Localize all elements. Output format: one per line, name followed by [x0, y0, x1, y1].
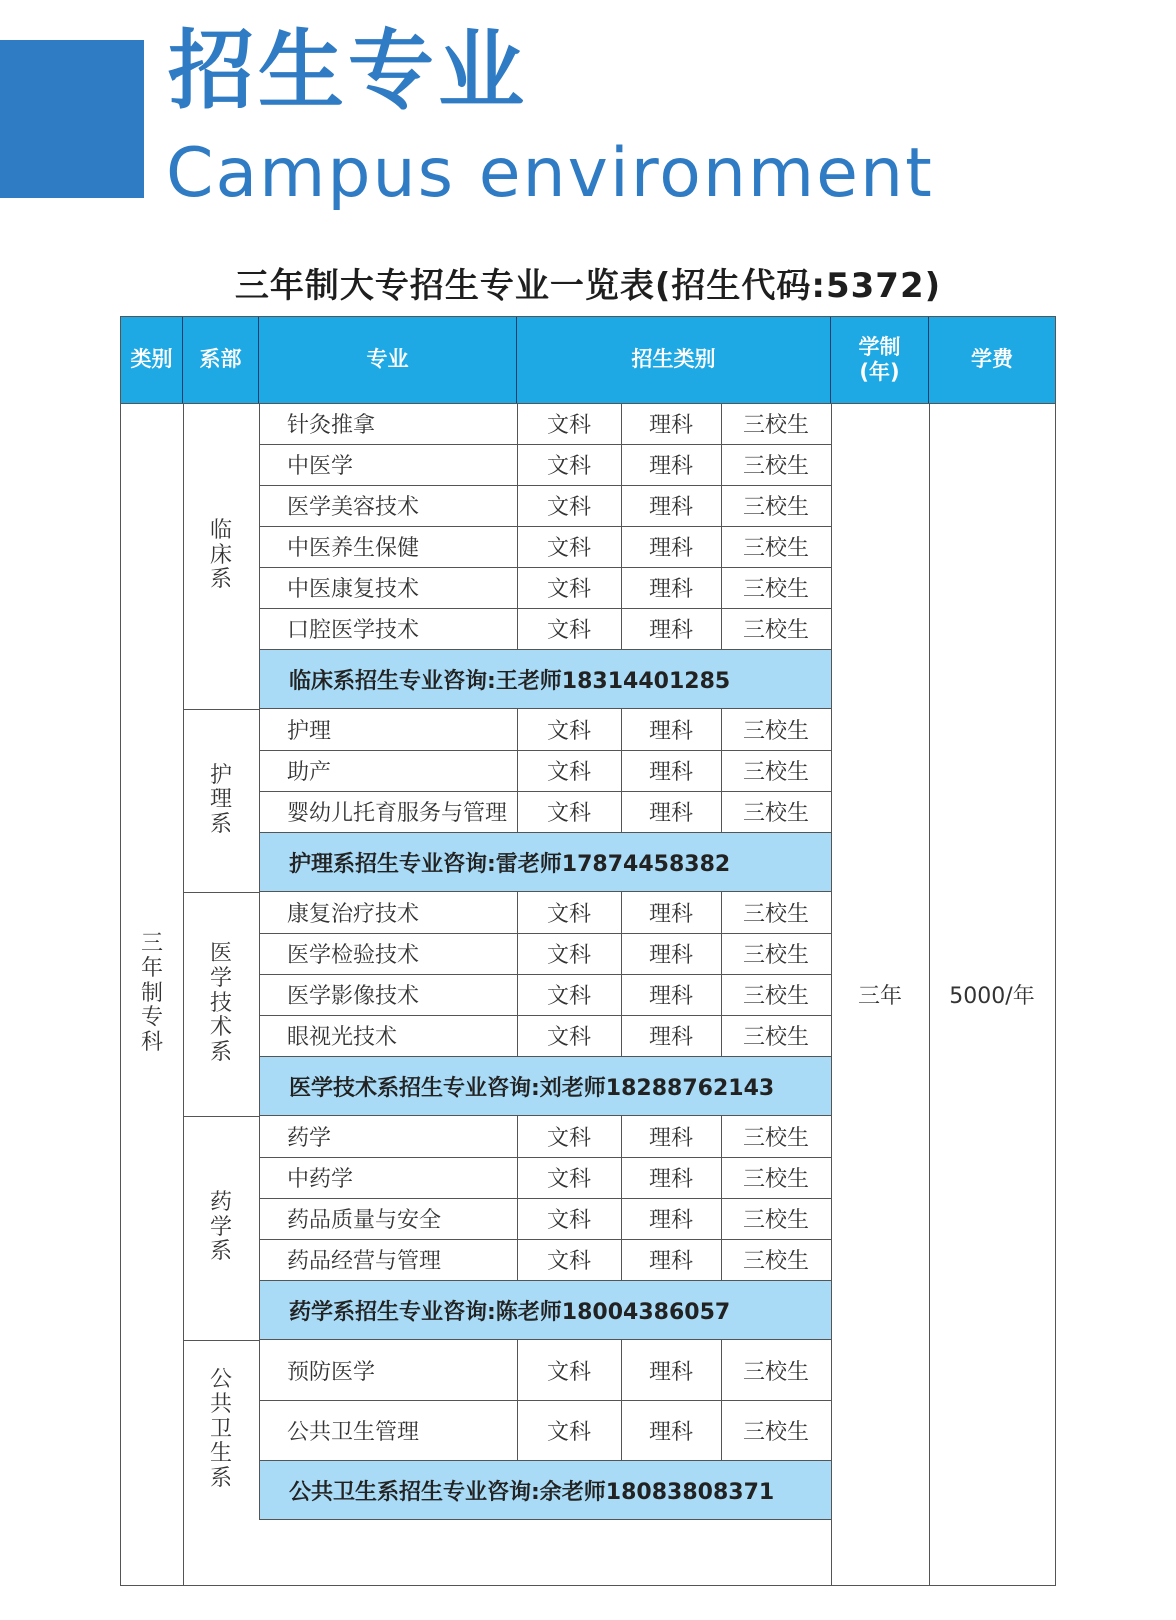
col-divider	[721, 1400, 722, 1460]
enroll-type-cell: 理科	[648, 760, 693, 785]
col-divider	[621, 608, 622, 649]
enroll-type-cell: 文科	[546, 1359, 591, 1385]
col-divider	[517, 791, 518, 832]
col-divider	[517, 608, 518, 649]
col-divider	[517, 974, 518, 1015]
enroll-type-cell: 三校生	[742, 984, 809, 1009]
enroll-type-cell: 三校生	[742, 943, 809, 968]
enroll-type-cell: 文科	[546, 413, 591, 438]
enroll-type-cell: 文科	[546, 618, 591, 643]
col-divider	[183, 403, 184, 1585]
col-divider	[721, 608, 722, 649]
col-divider	[621, 791, 622, 832]
col-divider	[621, 1157, 622, 1198]
department-consult-banner: 药学系招生专业咨询:陈老师18004386057	[259, 1280, 831, 1340]
major-name: 公共卫生管理	[287, 1419, 420, 1445]
major-name: 护理	[287, 719, 332, 744]
col-divider	[721, 709, 722, 750]
enroll-type-cell: 理科	[648, 984, 693, 1009]
col-divider	[517, 1116, 518, 1157]
enroll-type-cell: 理科	[648, 536, 693, 561]
enroll-type-cell: 三校生	[742, 760, 809, 785]
col-divider	[517, 1340, 518, 1400]
col-divider	[721, 1015, 722, 1056]
enroll-type-cell: 三校生	[742, 1359, 809, 1385]
enroll-type-cell: 理科	[648, 1249, 693, 1274]
enroll-type-cell: 文科	[546, 1025, 591, 1050]
department-consult-banner: 医学技术系招生专业咨询:刘老师18288762143	[259, 1056, 831, 1116]
enroll-type-cell: 三校生	[742, 1249, 809, 1274]
department-name: 医 学 技 术 系	[209, 941, 232, 1065]
major-name: 医学美容技术	[287, 495, 420, 520]
enroll-type-cell: 理科	[648, 1025, 693, 1050]
col-divider	[721, 1157, 722, 1198]
col-divider	[517, 1015, 518, 1056]
col-divider	[517, 1198, 518, 1239]
col-divider	[721, 485, 722, 526]
col-divider	[517, 1239, 518, 1280]
enroll-type-cell: 三校生	[742, 719, 809, 744]
col-divider	[621, 1015, 622, 1056]
enroll-type-cell: 理科	[648, 1359, 693, 1385]
col-divider	[621, 709, 622, 750]
enroll-type-cell: 三校生	[742, 801, 809, 826]
enroll-type-cell: 三校生	[742, 902, 809, 927]
enroll-type-cell: 三校生	[742, 1126, 809, 1151]
major-name: 药品经营与管理	[287, 1249, 442, 1274]
enroll-type-cell: 三校生	[742, 1208, 809, 1233]
col-divider	[517, 485, 518, 526]
department-consult-banner: 护理系招生专业咨询:雷老师17874458382	[259, 832, 831, 892]
enroll-type-cell: 文科	[546, 1167, 591, 1192]
major-name: 中医学	[287, 454, 354, 479]
col-divider	[621, 485, 622, 526]
enroll-type-cell: 理科	[648, 495, 693, 520]
major-name: 预防医学	[287, 1359, 376, 1385]
col-divider	[621, 892, 622, 933]
major-name: 医学检验技术	[287, 943, 420, 968]
col-header-major: 专业	[259, 317, 517, 403]
enroll-type-cell: 理科	[648, 577, 693, 602]
col-divider	[721, 750, 722, 791]
col-divider	[621, 444, 622, 485]
col-divider	[721, 526, 722, 567]
col-divider	[721, 933, 722, 974]
tuition-value: 5000/年	[949, 983, 1035, 1009]
col-divider	[517, 567, 518, 608]
col-divider	[621, 1239, 622, 1280]
major-name: 康复治疗技术	[287, 902, 420, 927]
department-name: 临 床 系	[209, 518, 232, 593]
enroll-type-cell: 理科	[648, 902, 693, 927]
table-title: 三年制大专招生专业一览表(招生代码:5372)	[234, 266, 942, 306]
col-divider	[259, 1116, 260, 1340]
enroll-type-cell: 文科	[546, 454, 591, 479]
page-subtitle: Campus environment	[166, 134, 934, 213]
major-name: 针灸推拿	[287, 413, 376, 438]
col-divider	[621, 567, 622, 608]
enroll-type-cell: 文科	[546, 1126, 591, 1151]
page-title: 招生专业	[168, 21, 528, 121]
col-divider	[621, 1198, 622, 1239]
enroll-type-cell: 文科	[546, 760, 591, 785]
enroll-type-cell: 理科	[648, 719, 693, 744]
col-divider	[517, 1157, 518, 1198]
enroll-type-cell: 文科	[546, 577, 591, 602]
enroll-type-cell: 三校生	[742, 1419, 809, 1445]
col-header-duration: 学制 (年)	[831, 317, 929, 403]
col-divider	[721, 892, 722, 933]
department-name: 护 理 系	[209, 762, 232, 837]
enroll-type-cell: 文科	[546, 536, 591, 561]
enroll-type-cell: 文科	[546, 719, 591, 744]
department-consult-banner: 临床系招生专业咨询:王老师18314401285	[259, 649, 831, 709]
department-name: 公 共 卫 生 系	[209, 1367, 232, 1491]
enroll-type-cell: 理科	[648, 413, 693, 438]
col-divider	[721, 1116, 722, 1157]
major-name: 药学	[287, 1126, 332, 1151]
col-divider	[621, 403, 622, 444]
major-name: 婴幼儿托育服务与管理	[287, 801, 508, 826]
enroll-type-cell: 文科	[546, 1419, 591, 1445]
col-divider	[621, 1400, 622, 1460]
col-header-tuition: 学费	[929, 317, 1055, 403]
col-divider	[621, 933, 622, 974]
enroll-type-cell: 文科	[546, 984, 591, 1009]
enroll-type-cell: 文科	[546, 495, 591, 520]
enroll-type-cell: 理科	[648, 943, 693, 968]
col-divider	[621, 974, 622, 1015]
enroll-type-cell: 三校生	[742, 1025, 809, 1050]
col-divider	[621, 1340, 622, 1400]
col-divider	[721, 1239, 722, 1280]
col-divider	[721, 1340, 722, 1400]
col-divider	[517, 444, 518, 485]
col-divider	[621, 750, 622, 791]
enroll-type-cell: 理科	[648, 1126, 693, 1151]
enroll-type-cell: 理科	[648, 454, 693, 479]
enroll-type-cell: 理科	[648, 1167, 693, 1192]
col-divider	[517, 403, 518, 444]
major-name: 医学影像技术	[287, 984, 420, 1009]
col-divider	[721, 444, 722, 485]
enroll-type-cell: 三校生	[742, 454, 809, 479]
major-name: 中药学	[287, 1167, 354, 1192]
col-divider	[517, 1400, 518, 1460]
col-divider	[259, 892, 260, 1116]
major-name: 中医养生保健	[287, 536, 420, 561]
col-divider	[517, 526, 518, 567]
col-divider	[517, 933, 518, 974]
col-divider	[721, 974, 722, 1015]
col-divider	[621, 526, 622, 567]
enroll-type-cell: 理科	[648, 618, 693, 643]
major-name: 药品质量与安全	[287, 1208, 442, 1233]
enroll-type-cell: 文科	[546, 801, 591, 826]
enroll-type-cell: 文科	[546, 902, 591, 927]
major-name: 眼视光技术	[287, 1025, 398, 1050]
col-divider	[259, 1340, 260, 1520]
col-divider	[721, 567, 722, 608]
enroll-type-cell: 三校生	[742, 536, 809, 561]
enroll-type-cell: 三校生	[742, 618, 809, 643]
col-header-department: 系部	[183, 317, 259, 403]
col-header-category: 类别	[121, 317, 183, 403]
majors-table	[120, 316, 1056, 1586]
col-divider	[721, 791, 722, 832]
enroll-type-cell: 理科	[648, 801, 693, 826]
col-divider	[517, 892, 518, 933]
category-name: 三 年 制 专 科	[140, 931, 163, 1055]
enroll-type-cell: 文科	[546, 1208, 591, 1233]
enroll-type-cell: 三校生	[742, 495, 809, 520]
major-name: 中医康复技术	[287, 577, 420, 602]
enroll-type-cell: 文科	[546, 1249, 591, 1274]
col-divider	[721, 1198, 722, 1239]
major-name: 助产	[287, 760, 332, 785]
enroll-type-cell: 文科	[546, 943, 591, 968]
enroll-type-cell: 三校生	[742, 577, 809, 602]
col-divider	[259, 709, 260, 892]
major-name: 口腔医学技术	[287, 618, 420, 643]
enroll-type-cell: 理科	[648, 1208, 693, 1233]
duration-value: 三年	[857, 983, 902, 1009]
col-divider	[721, 403, 722, 444]
department-consult-banner: 公共卫生系招生专业咨询:余老师18083808371	[259, 1460, 831, 1520]
col-header-enroll-type: 招生类别	[517, 317, 831, 403]
col-divider	[517, 709, 518, 750]
col-divider	[517, 750, 518, 791]
col-divider	[621, 1116, 622, 1157]
header-accent-block	[0, 40, 144, 198]
department-name: 药 学 系	[209, 1190, 232, 1265]
col-divider	[259, 403, 260, 709]
enroll-type-cell: 三校生	[742, 1167, 809, 1192]
enroll-type-cell: 三校生	[742, 413, 809, 438]
enroll-type-cell: 理科	[648, 1419, 693, 1445]
